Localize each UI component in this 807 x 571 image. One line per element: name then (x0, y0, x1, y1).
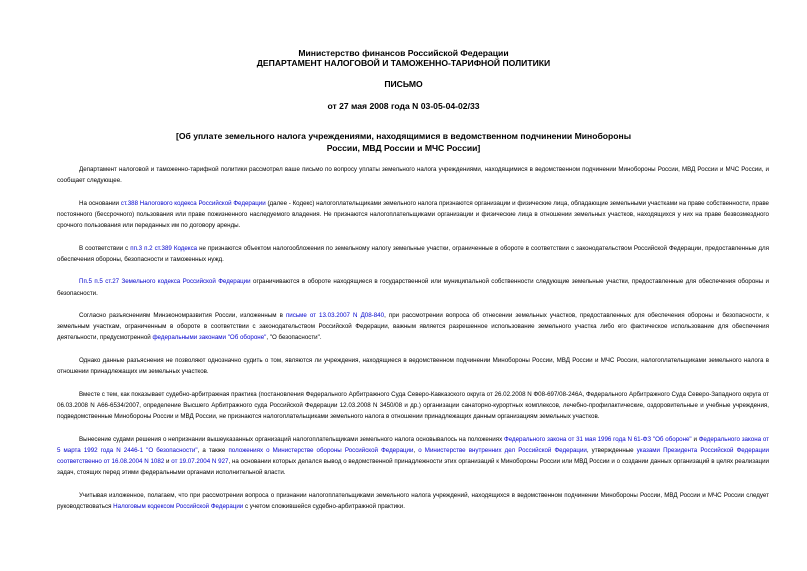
link-decree-1082[interactable]: указами Президента Российской Федерации соответственно от 16.08.2004 N 1082 (57, 446, 769, 465)
paragraph-text: На основании (79, 199, 121, 207)
paragraph-text: и (164, 457, 172, 465)
paragraph-text: (далее - Кодекс) налогоплательщиками земельного налога признаются организации и физические лица, обладающие земельными участками на праве собственности, праве постоянного (бессрочного) пользования или праве пожизненного наследуемого владения. Не признаются налогоплательщиками организации и физические лица в отношении земельных участков, находящихся у них на праве безвозмездного срочного пользования или переданных им по договору аренды. (57, 199, 769, 230)
link-law-61-fz[interactable]: Федерального закона от 31 мая 1996 года N 61-ФЗ "Об обороне" (503, 435, 692, 443)
paragraph-text: , при рассмотрении вопроса об отнесении земельных участков, предоставленных для обеспечения обороны и безопасности, к земельным участкам, ограниченным в обороте в соответствии с законодательством Российской Федерации, важным является разрешенное использование земельного участка либо его фактическое использование для обеспечения деятельности, предусмотренной (57, 312, 769, 342)
document-date-number: от 27 мая 2008 года N 03-05-04-02/33 (327, 101, 480, 111)
paragraph-text: Учитывая изложенное, полагаем, что при рассмотрении вопроса о признании налогоплательщиками земельного налога учреждений, находящихся в ведомственном подчинении Минобороны России, МВД России и МЧС России следует руководствоваться (57, 491, 769, 510)
paragraph-text: с учетом сложившейся судебно-арбитражной практики. (243, 502, 405, 510)
paragraph-4 (57, 276, 769, 298)
paragraph-text: Согласно разъяснениям Минэкономразвития России, изложенным в (79, 312, 286, 320)
department-name: ДЕПАРТАМЕНТ НАЛОГОВОЙ И ТАМОЖЕННО-ТАРИФНОЙ ПОЛИТИКИ (256, 58, 551, 68)
paragraph-text: , на основании которых делался вывод о ведомственной принадлежности этих организаций к Минобороны России или МВД России и о создании данных организаций в целях реализации задач, стоящих перед этими федеральными органами исполнительной власти. (57, 457, 769, 477)
paragraph-5 (57, 310, 769, 344)
paragraph-6 (57, 355, 769, 377)
link-tax-code-art-389[interactable]: пп.3 п.2 ст.389 Кодекса (130, 244, 198, 252)
document-subject: [Об уплате земельного налога учреждениями, находящимися в ведомственном подчинении Минобороны России, МВД России и МЧС России] (175, 131, 632, 153)
paragraph-text: , (413, 446, 419, 454)
paragraph-7 (57, 389, 769, 423)
paragraph-9 (57, 490, 769, 512)
paragraph-text: Вынесение судами решения о непризнании вышеуказанных организаций налогоплательщиками земельного налога основывалось на положениях (79, 435, 504, 443)
paragraph-text: Однако данные разъяснения не позволяют однозначно судить о том, являются ли учреждения, находящиеся в ведомственном подчинении Минобороны России, МВД России и МЧС России, налогоплательщиками земельного налога в отношении принадлежащих им земельных участков. (57, 356, 769, 376)
paragraph-text: Вместе с тем, как показывает судебно-арбитражная практика (постановления Федерального Арбитражного Суда Северо-Кавказского округа от 26.02.2008 N Ф08-697/08-246А, Федерального Арбитражного Суда Северо-Западного округа от 06.03.2008 N А66-6534/2007, определение Высшего Арбитражного суда Российской Федерации 12.03.2008 N 3450/08 и др.) организации санаторно-курортных комплексов, лечебно-профилактические, оздоровительные и учебные учреждения, подведомственные Минобороны России и МВД России, не признаются налогоплательщиками земельного налога в отношении принадлежащих данным организациям земельных участков. (57, 390, 769, 421)
document-type: ПИСЬМО (384, 79, 423, 89)
link-tax-code[interactable]: Налоговым кодексом Российской Федерации (113, 502, 244, 510)
link-letter-d08-840[interactable]: письме от 13.03.2007 N Д08-840 (285, 312, 385, 320)
link-regulation-ministry-defense[interactable]: положениях о Министерстве обороны Российской Федерации (228, 446, 414, 454)
paragraph-text: , "О безопасности". (266, 334, 322, 342)
document-body (57, 164, 769, 523)
paragraph-text: , утвержденные (586, 446, 637, 454)
link-land-code-art-27[interactable]: Пп.5 п.5 ст.27 Земельного кодекса Российской Федерации (79, 278, 251, 286)
link-law-2446-1[interactable]: Федерального закона от 5 марта 1992 года N 2446-1 "О безопасности" (57, 435, 769, 454)
paragraph-text: Департамент налоговой и таможенно-тарифной политики рассмотрел ваше письмо по вопросу уплаты земельного налога учреждениями, находящимися в ведомственном подчинении Минобороны России, МВД России и МЧС России, и сообщает следующее. (57, 166, 769, 185)
link-decree-927[interactable]: от 19.07.2004 N 927 (171, 457, 229, 465)
paragraph-text: не признаются объектом налогообложения по земельному налогу земельные участки, ограниченные в обороте в соответствии с законодательством Российской Федерации, предоставленные для обеспечения обороны, безопасности и таможенных нужд. (57, 244, 769, 263)
paragraph-text: ограничиваются в обороте находящиеся в государственной или муниципальной собственности следующие земельные участки, предоставленные для обеспечения обороны и безопасности. (57, 278, 770, 297)
link-tax-code-art-388[interactable]: ст.388 Налогового кодекса Российской Федерации (120, 199, 266, 207)
paragraph-1 (57, 164, 769, 186)
paragraph-2 (57, 198, 769, 232)
paragraph-8 (57, 434, 769, 479)
paragraph-text: и (691, 435, 699, 443)
paragraph-text: , а также (197, 446, 229, 454)
paragraph-text: В соответствии с (79, 244, 131, 252)
link-federal-laws-defense[interactable]: федеральными законами "Об обороне" (152, 334, 267, 342)
ministry-name: Министерство финансов Российской Федерации (298, 48, 509, 58)
paragraph-3 (57, 243, 769, 265)
link-regulation-ministry-interior[interactable]: о Министерстве внутренних дел Российской Федерации (418, 446, 587, 454)
